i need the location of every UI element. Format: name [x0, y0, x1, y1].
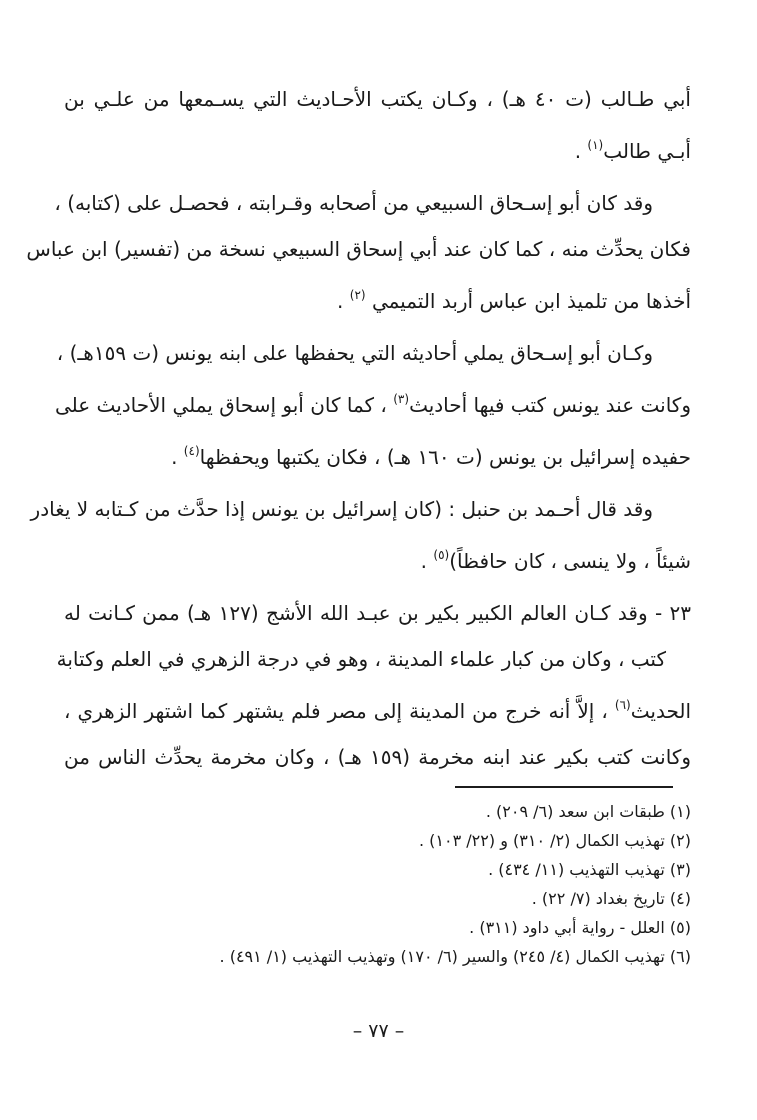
footnote-item: (٥) العلل - رواية أبي داود (٣١١) .: [469, 918, 691, 937]
text-line: [26, 226, 691, 272]
text-run: أبي طـالب (ت ٤٠ هـ) ، وكـان يكتب الأحـاديث التي يسـمعها من علـي بن: [64, 87, 691, 111]
text-run: ، إلاَّ أنه خرج من المدينة إلى مصر فلم يشتهر كما اشتهر الزهري ،: [64, 699, 615, 723]
page-number: – ٧٧ –: [352, 1020, 405, 1042]
footnote-ref: (١): [587, 138, 604, 152]
text-run: ، كما كان أبو إسحاق يملي الأحاديث على: [54, 393, 394, 417]
text-line: [64, 682, 691, 734]
footnote-item: (٢) تهذيب الكمال (٢/ ٣١٠) و (٢٢/ ١٠٣) .: [418, 831, 691, 850]
text-run: وقد كان أبو إسـحاق السبيعي من أصحابه وقـرابته ، فحصـل على (كتابه) ،: [54, 191, 653, 215]
text-line: [64, 122, 691, 174]
text-run: حفيده إسرائيل بن يونس (ت ١٦٠ هـ) ، فكان يكتبها ويحفظها: [199, 445, 691, 469]
footnote-separator: [455, 786, 673, 788]
text-run: شيئاً ، ولا ينسى ، كان حافظاً): [449, 549, 691, 573]
text-line: [54, 180, 691, 226]
footnote-ref: (٦): [614, 698, 631, 712]
text-run: وكـان أبو إسـحاق يملي أحاديثه التي يحفظها على ابنه يونس (ت ١٥٩هـ) ،: [56, 341, 653, 365]
text-run: وكانت عند يونس كتب فيها أحاديث: [409, 393, 691, 417]
footnote-ref: (٣): [393, 392, 410, 406]
footnote-item: (٦) تهذيب الكمال (٤/ ٢٤٥) والسير (٦/ ١٧٠) وتهذيب التهذيب (١/ ٤٩١) .: [219, 947, 691, 966]
footnote-ref: (٢): [349, 288, 366, 302]
text-run: أبـي طالب: [603, 139, 691, 163]
footnote-item: (٤) تاريخ بغداد (٧/ ٢٢) .: [531, 889, 691, 908]
text-run: .: [420, 549, 434, 573]
footnote-ref: (٤): [183, 444, 200, 458]
paragraph: [30, 486, 691, 584]
text-run: وكانت كتب بكير عند ابنه مخرمة (١٥٩ هـ) ، وكان مخرمة يحدِّث الناس من: [64, 745, 692, 769]
paragraph: [26, 180, 691, 324]
text-line: [64, 428, 691, 480]
text-line: [56, 636, 691, 682]
footnote-item: (١) طبقات ابن سعد (٦/ ٢٠٩) .: [485, 802, 691, 821]
body-text: [26, 76, 692, 780]
paragraph: [54, 330, 691, 480]
paragraph: [56, 590, 692, 780]
text-run: الحديث: [630, 699, 691, 723]
text-line: [56, 330, 691, 376]
text-run: .: [337, 289, 350, 313]
text-line: [30, 486, 691, 532]
text-line: [64, 734, 691, 780]
text-run: كتب ، وكان من كبار علماء المدينة ، وهو في درجة الزهري في العلم وكتابة: [56, 647, 666, 671]
text-run: وقد قال أحـمد بن حنبل : (كان إسرائيل بن يونس إذا حدَّث من كـتابه لا يغادر: [30, 497, 653, 521]
text-run: فكان يحدِّث منه ، كما كان عند أبي إسحاق السبيعي نسخة من (تفسير) ابن عباس: [26, 237, 691, 261]
text-run: .: [171, 445, 184, 469]
paragraph: [64, 76, 691, 174]
text-line: [64, 272, 691, 324]
text-line: [64, 532, 691, 584]
footnote-item: (٣) تهذيب التهذيب (١١/ ٤٣٤) .: [488, 860, 691, 879]
footnotes-list: [64, 797, 691, 971]
footnote-ref: (٥): [433, 548, 450, 562]
text-line: [64, 590, 691, 636]
text-run: أخذها من تلميذ ابن عباس أربد التميمي: [365, 289, 691, 313]
text-run: ٢٣ - وقد كـان العالم الكبير بكير بن عبـد الله الأشج (١٢٧ هـ) ممن كـانت له: [64, 601, 691, 625]
text-run: .: [574, 139, 588, 163]
text-line: [54, 376, 691, 428]
text-line: [64, 76, 691, 122]
